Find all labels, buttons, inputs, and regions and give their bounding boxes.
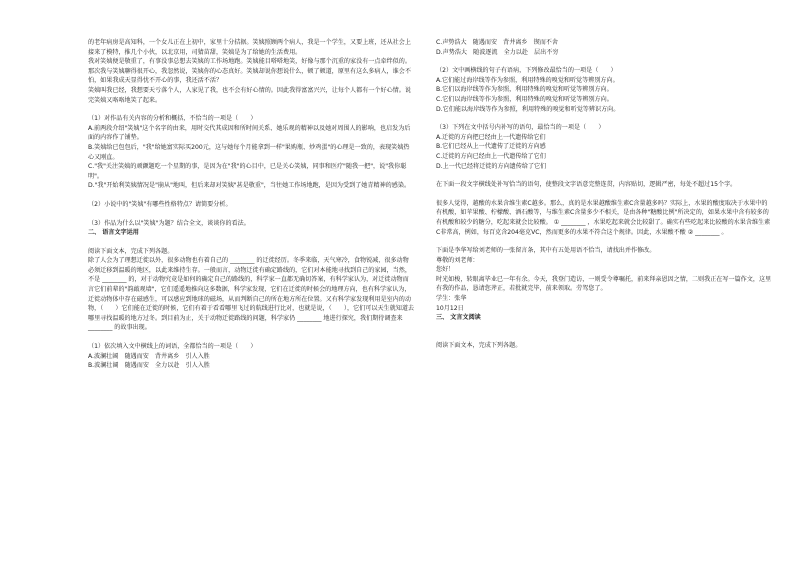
text-paragraph: （3）作品为什么以"笑姨"为题？结合全文，谈谈你的看法。 (88, 219, 250, 227)
text-paragraph: 阅读下面文本，完成下列各题。 (88, 247, 174, 255)
text-paragraph: 时光如梭，转眼离毕业已一年有余。今天，我登门造访，一则受令尊嘱托，前来拜亲恩因之情，二则我正在写一篇作文，这里有我的作品，恳请您斧正，若批就完毕，前来领取。劳驾您了。 (436, 275, 772, 293)
text-paragraph: C.迁徙的方向已经由上一代遗传给了它们 (436, 152, 546, 160)
text-paragraph: 您好！ (436, 266, 455, 274)
text-paragraph: 阅读下面文本，完成下列各题。 (436, 341, 522, 349)
text-paragraph: C.声势浩大 随遇而安 背井离乡 锲而不舍 (436, 39, 558, 46)
text-paragraph: （1）对作品有关内容的分析和概括，不恰当的一项是（ ） (88, 115, 257, 123)
text-paragraph: （2）文中画横线的句子有语病，下列修改最恰当的一项是（ ） (436, 67, 617, 75)
spacer (436, 332, 772, 341)
text-paragraph: 尊敬的刘老师： (436, 256, 479, 264)
spacer (88, 333, 414, 342)
text-paragraph: 在下面一段文字横线处补写恰当的语句，使整段文字语意完整连贯，内容贴切，逻辑严密，每处不超过15个字。 (436, 181, 737, 189)
spacer (436, 237, 772, 246)
text-paragraph: A.它们能过海岸线等作为参照，利用特殊的嗅觉和听觉等辨别方向。 (436, 76, 619, 84)
spacer (88, 238, 414, 247)
spacer (88, 210, 414, 219)
text-paragraph: A.波澜壮阔 随遇而安 背井离乡 引人入胜 (88, 352, 210, 360)
spacer (88, 191, 414, 200)
spacer (436, 57, 772, 66)
text-paragraph: B.笑姨给已包包后，"我"给她富实际买200元，这与她每个月能拿到一样"果购瓶、炒鸡蛋"的心理是一致的，表现笑姨热心又刚直。 (88, 143, 410, 161)
text-paragraph: 下面是李华写给刘老师的一张留言条，其中有五处用语不恰当，请找出并作修改。 (436, 247, 656, 255)
text-paragraph: B.它们已经从上一代遗传了迁徙的方向感 (436, 143, 546, 151)
spacer (436, 171, 772, 180)
text-paragraph: B.它们以海岸线等作为参照，利用特殊的嗅觉和听觉等辨别方向。 (436, 86, 613, 94)
text-paragraph: B.波澜壮阔 随遇而安 全力以赴 引人入胜 (88, 362, 210, 370)
text-paragraph: C."我"关注笑姨的顽颤题吃一个星期的事，是因为在"我"的心目中，已是关心笑姨，同事和医疗"随我一把"，说"我你聪明"。 (88, 163, 407, 180)
text-paragraph: 我对笑姨便是敬重了，有事没事总想去笑姨的工作场地跑。笑姨能目嗒嗒地笑，好像与那个沉重的家没有一点牵绊似的。 (88, 58, 411, 66)
text-paragraph: 很多人觉得，越酸的水果含维生素C越多。那么，真的是水果越酸维生素C含量越多吗？实际上，水果的酸度取决于水果中的有机酸，如苹果酸、柠檬酸、酒石酸等，与维生素C含量多少不相关，是由各种"糖酸比例"所决定的，如果水果中含有较多的有机酸和较少的糖分，吃起来就会比较酸。 ① ________ ，水果吃起来就会比较甜了。确实有些吃起来比较酸的水果含维生素C非常高，例如，每百克含204毫克VC，然而更多的水果不符合这个规律。因此，水果酸不酸 ② ________ 。 (436, 199, 771, 236)
text-paragraph: D.它们能以海岸线等作为参照，利用特殊的嗅觉和听觉等辨识方向。 (436, 105, 620, 113)
text-paragraph: 学生：张华 (436, 295, 467, 303)
text-paragraph: 笑姨叫我已经，我想要天亏落个人，人家见了我，也不会有好心情的。因此我得富富兴兴，让每个人都有一个好心情。说完笑姨又咯咯地笑了起来。 (88, 86, 411, 104)
text-paragraph: C.它们以海岸线等作为参照，利用特殊的嗅觉和听觉等辨别方向。 (436, 95, 613, 103)
text-paragraph: D.上一代已经将迁徙的方向遗传给了它们 (436, 162, 547, 170)
text-paragraph: 除了人会为了理想迁徙以外，很多动物也有着自己的 ________ 的迁徙经历。冬季来临，天气寒冷，食物锐减，很多动物必须迁移到温暖的地区，以此来维持生存。一般而言，动物迁徙有确定路线的，它们对本能地寻找到自己的家园，当然，不是 ________ 的，对于动物究竟是如何的确定自己的路线的，科学家一直都无确切答案，有科学家认为，对迁徙动物而言它们前辈的"韵敲观墙"，它们遥遥地推向这多数据，科学家发现，它们在迁徙的时候会的地理方向，也有科学家认为，迁徙动物体中存在磁感生，可以感应到地球的磁场，从而判断自己的所在地方所在位置。又有科学家发现利用是室内的动物，（ ）它们能在迁徙的时候，它们有着于看看哪里飞过的航线进行比对，也就是说，（ ），它们可以天生就知道去哪里寻找温暖的地方过冬。到目前为止，关于动物迁徙路线的问题，科学家仍 ________ 地进行探究，我们期待调查来 ________ 的故事出现。 (88, 257, 415, 332)
text-paragraph: （1）依次填入文中横线上的词语，全都恰当的一项是（ ） (88, 343, 257, 351)
section-heading: 二、 语言文字运用 (88, 229, 139, 237)
spacer (88, 105, 414, 114)
spacer (436, 114, 772, 123)
spacer (436, 323, 772, 332)
text-paragraph: 的老年病房是高知科，一个女儿正在上初中，家里十分拮据。笑姨照顾两个病人，我是一个学生，又要上班，还从社会上接来了模特，推几个小伙，以北京用，司猜苗甜，笑姨是为了给她的生活费用。 (88, 39, 411, 56)
section-heading: 三、 文言文阅读 (436, 314, 481, 322)
text-paragraph: （3）下列在文中括号内补写的语句，最恰当的一项是（ ） (436, 124, 605, 132)
spacer (436, 190, 772, 199)
left-column (88, 38, 414, 371)
text-paragraph: A.前两段介绍"笑姨"这个名字的由来，用时交代其成因和所时间关系、她乐观的精神以及她对周围人的影响，也启发为后面的内容作了铺垫。 (88, 124, 411, 142)
right-column (436, 38, 772, 350)
text-paragraph: D."我"开始利笑姨情况是"崩从"地叫，但后来却对笑姨"甚是敬重"，当往她工作场地跑，是因为受到了她青精神的感染。 (88, 182, 411, 190)
text-paragraph: A.迁徙的方向把已经由上一代遗传给它们 (436, 133, 546, 141)
text-paragraph: 10月12日 (436, 304, 464, 312)
text-paragraph: （2）小说中的"笑姨"有哪些性格特点？请简要分析。 (88, 200, 232, 208)
text-paragraph: D.声势浩大 随波逐流 全力以赴 层出不穷 (436, 48, 559, 56)
text-paragraph: 那次我与笑姨聊得很开心，我忽然说，笑姨你的心态真好。笑姨却说你想说什么，顿了顿道，原里有这么多病人，谁会不怕，如果我成天显得忧不开心的事，我还活不活？ (88, 67, 411, 85)
